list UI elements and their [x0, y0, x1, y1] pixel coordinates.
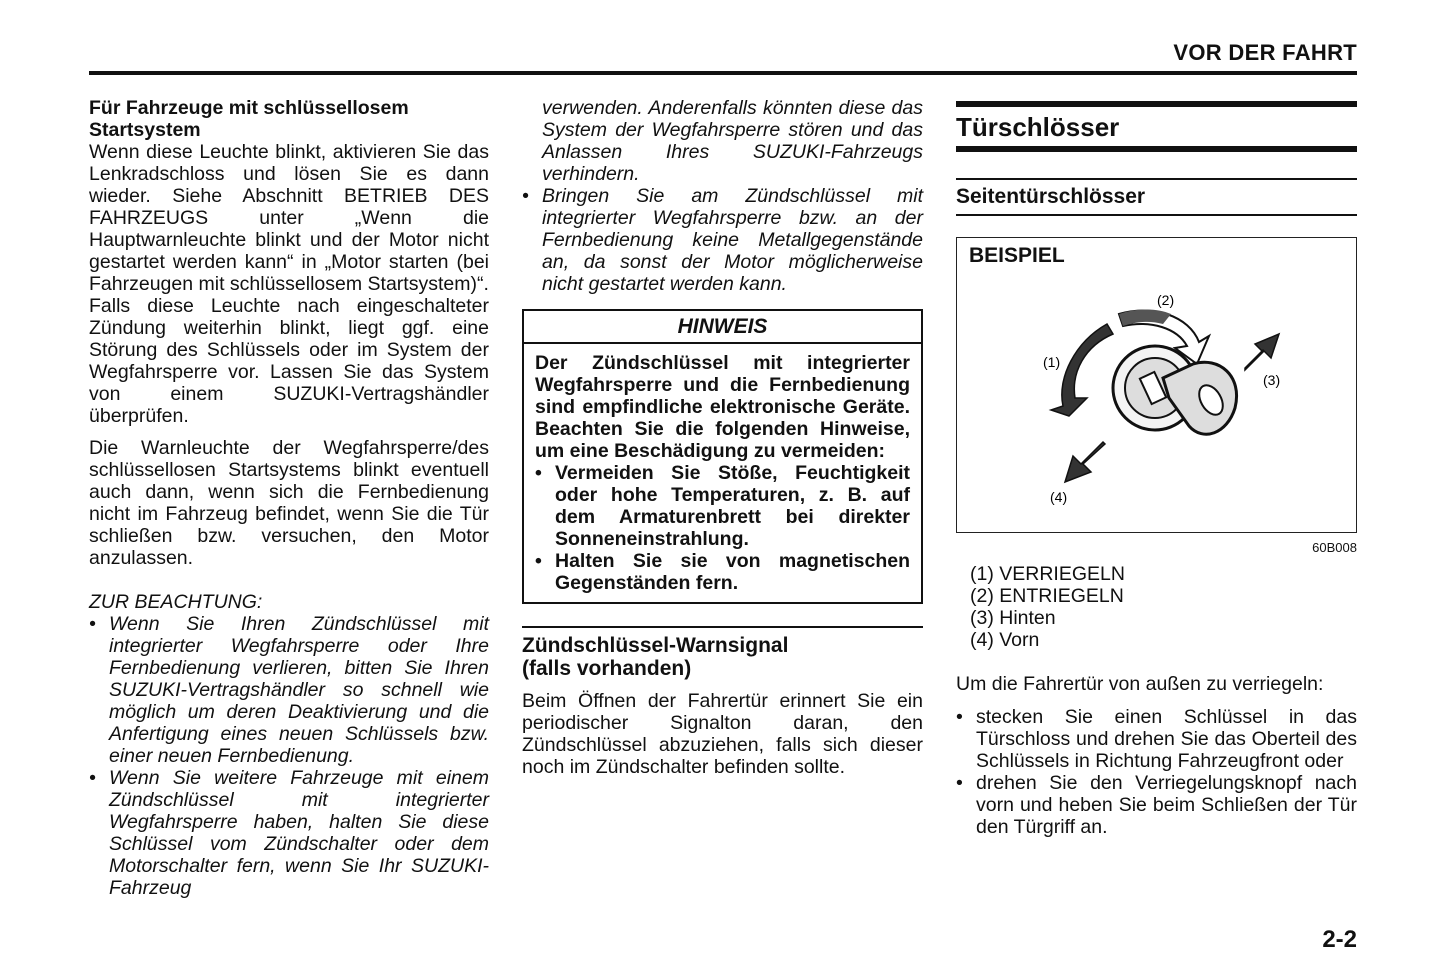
- hinweis-body: [524, 344, 921, 602]
- hinweis-list: [535, 462, 910, 594]
- lock-arrow-icon: [1051, 324, 1113, 416]
- legend-item: (1) VERRIEGELN: [970, 563, 1125, 585]
- arrow-rear-icon: [1245, 334, 1279, 370]
- column-left: [89, 97, 489, 899]
- section-key-warning: [522, 626, 923, 778]
- page-number: 2-2: [1322, 926, 1357, 953]
- section-title-line: Zündschlüssel-Warnsignal: [522, 634, 789, 657]
- figure-legend: [970, 563, 1357, 651]
- hinweis-item: • Halten Sie sie von magnetischen Gegenständen fern.: [535, 550, 910, 594]
- list-item: • stecken Sie einen Schlüssel in das Türschloss und drehen Sie das Oberteil des Schlüssels in Richtung Fahrzeugfront oder: [956, 706, 1357, 772]
- note-list-cont: [522, 185, 923, 295]
- legend-item: (2) ENTRIEGELN: [970, 585, 1124, 607]
- callout-2: (2): [1157, 292, 1175, 308]
- hinweis-text: Der Zündschlüssel mit integrierter Wegfahrsperre und die Fernbedienung sind empfindliche elektronische Geräte. Beachten Sie die folgenden Hinweise, um eine Beschädigung zu vermeiden:: [535, 352, 910, 462]
- list-item: • drehen Sie den Verriegelungsknopf nach vorn und heben Sie beim Schließen der Tür den Türgriff an.: [956, 772, 1357, 838]
- figure-code: 60B008: [1312, 540, 1357, 555]
- paragraph: Falls diese Leuchte nach eingeschalteter Zündung weiterhin blinkt, liegt ggf. eine Störung des Schlüssels oder im System der Wegfahrsperre vor. Lassen Sie das System von einem SUZUKI-Vertragshändler überprüfen.: [89, 295, 489, 427]
- figure-box: [956, 237, 1357, 533]
- header-rule: [89, 71, 1357, 75]
- callout-1: (1): [1043, 354, 1061, 370]
- door-lock-illustration: [957, 238, 1356, 530]
- paragraph: Wenn diese Leuchte blinkt, aktivieren Sie das Lenkradschloss und lösen Sie es dann wieder. Siehe Abschnitt BETRIEB DES FAHRZEUGS unter „Wenn die Hauptwarnleuchte blinkt und der Motor nicht gestartet werden kann“ in „Motor starten (bei Fahrzeugen mit schlüssellosem Startsystem)“.: [89, 141, 489, 295]
- note-title: ZUR BEACHTUNG:: [89, 591, 263, 613]
- header-title: VOR DER FAHRT: [1173, 40, 1357, 65]
- paragraph: Die Warnleuchte der Wegfahrsperre/des schlüssellosen Startsystems blinkt eventuell auch dann, wenn sich die Fernbedienung nicht im Fahrzeug befindet, wenn Sie die Tür schließen bzw. versuchen, den Motor anzulassen.: [89, 437, 489, 569]
- callout-4: (4): [1050, 489, 1068, 505]
- legend-item: (4) Vorn: [970, 629, 1040, 651]
- note-item: • Wenn Sie Ihren Zündschlüssel mit integrierter Wegfahrsperre oder Ihre Fernbedienung verlieren, bitten Sie Ihren SUZUKI-Vertragshändler so schnell wie möglich um deren Deaktivierung und die Anfertigung eines neuen Schlüssels bzw. einer neuen Fernbedienung.: [89, 613, 489, 767]
- subheading-keyless: Für Fahrzeuge mit schlüssellosem Startsystem: [89, 97, 409, 141]
- paragraph: Beim Öffnen der Fahrertür erinnert Sie ein periodischer Signalton daran, den Zündschlüssel abzuziehen, falls sich dieser noch im Zündschalter befinden sollte.: [522, 690, 923, 778]
- hinweis-item: • Vermeiden Sie Stöße, Feuchtigkeit oder hohe Temperaturen, z. B. auf dem Armaturenbrett bei direkter Sonneneinstrahlung.: [535, 462, 910, 550]
- subtitle-rule-bottom: [956, 214, 1357, 216]
- subsection-title: Seitentürschlösser: [956, 185, 1146, 208]
- note-continuation: verwenden. Anderenfalls könnten diese das System der Wegfahrsperre stören und das Anlassen Ihres SUZUKI-Fahrzeugs verhindern.: [542, 97, 923, 185]
- hinweis-title: HINWEIS: [524, 311, 921, 344]
- figure-label: BEISPIEL: [969, 244, 1065, 267]
- note-list: [89, 613, 489, 899]
- callout-3: (3): [1263, 372, 1281, 388]
- section-title: [522, 634, 923, 680]
- note-item: • Wenn Sie weitere Fahrzeuge mit einem Zündschlüssel mit integrierter Wegfahrsperre haben, halten Sie diese Schlüssel vom Zündschalter oder dem Motorschalter fern, wenn Sie Ihr SUZUKI-Fahrzeug: [89, 767, 489, 899]
- note-item: • Bringen Sie am Zündschlüssel mit integrierter Wegfahrsperre bzw. an der Fernbedienung keine Metallgegenstände an, da sonst der Motor möglicherweise nicht gestartet werden kann.: [522, 185, 923, 295]
- legend-item: (3) Hinten: [970, 607, 1056, 629]
- column-middle: [522, 97, 923, 778]
- arrow-front-icon: [1065, 442, 1105, 482]
- column-right: [956, 101, 1357, 838]
- paragraph: Um die Fahrertür von außen zu verriegeln:: [956, 673, 1324, 695]
- lock-steps-list: [956, 706, 1357, 838]
- page-section-title: Türschlösser: [956, 112, 1120, 142]
- hinweis-box: [522, 309, 923, 604]
- section-title-line: (falls vorhanden): [522, 657, 692, 680]
